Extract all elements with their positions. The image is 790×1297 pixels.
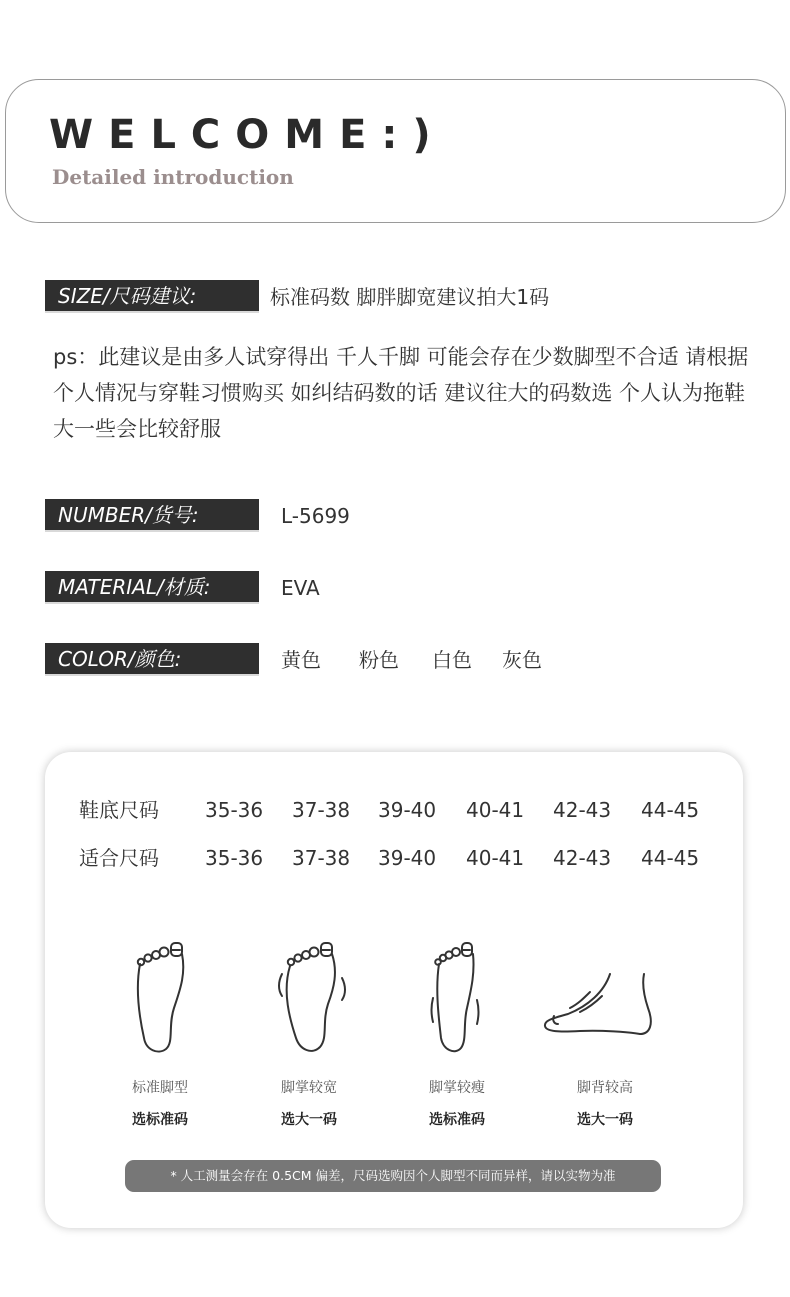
foot-caption: 脚背较高	[577, 1080, 633, 1096]
foot-advice: 选大一码	[577, 1112, 633, 1128]
color-option: 白色	[432, 648, 472, 672]
welcome-subtitle: Detailed introduction	[52, 165, 294, 189]
size-cell: 37-38	[292, 846, 351, 870]
size-cell: 37-38	[292, 798, 351, 822]
size-label: SIZE/尺码建议:	[45, 280, 259, 313]
foot-caption: 脚掌较宽	[281, 1080, 337, 1096]
number-value: L-5699	[281, 504, 350, 528]
high-instep-foot-icon	[540, 968, 655, 1038]
foot-advice: 选标准码	[132, 1112, 188, 1128]
size-cell: 42-43	[553, 798, 612, 822]
size-value: 标准码数 脚胖脚宽建议拍大1码	[270, 285, 550, 309]
size-cell: 39-40	[378, 846, 437, 870]
size-cell: 44-45	[641, 798, 700, 822]
color-option: 粉色	[359, 648, 399, 672]
foot-caption: 标准脚型	[132, 1080, 188, 1096]
standard-foot-icon	[128, 938, 198, 1058]
number-label: NUMBER/货号:	[45, 499, 259, 532]
size-cell: 39-40	[378, 798, 437, 822]
size-cell: 40-41	[466, 846, 525, 870]
wide-foot-icon	[276, 938, 348, 1058]
size-cell: 35-36	[205, 846, 264, 870]
size-row-label: 适合尺码	[79, 846, 159, 870]
foot-caption: 脚掌较瘦	[429, 1080, 485, 1096]
thin-foot-icon	[427, 938, 487, 1058]
size-cell: 40-41	[466, 798, 525, 822]
size-cell: 35-36	[205, 798, 264, 822]
foot-advice: 选大一码	[281, 1112, 337, 1128]
color-option: 灰色	[502, 648, 542, 672]
material-label: MATERIAL/材质:	[45, 571, 259, 604]
size-cell: 44-45	[641, 846, 700, 870]
color-option: 黄色	[281, 648, 321, 672]
foot-advice: 选标准码	[429, 1112, 485, 1128]
size-row-label: 鞋底尺码	[79, 798, 159, 822]
size-cell: 42-43	[553, 846, 612, 870]
color-label: COLOR/颜色:	[45, 643, 259, 676]
measurement-note: * 人工测量会存在 0.5CM 偏差，尺码选购因个人脚型不同而异样，请以实物为准	[125, 1160, 661, 1192]
welcome-title: WELCOME:)	[49, 112, 446, 158]
ps-note: ps：此建议是由多人试穿得出 千人千脚 可能会存在少数脚型不合适 请根据个人情况与穿鞋习惯购买 如纠结码数的话 建议往大的码数选 个人认为拖鞋大一些会比较舒服	[53, 345, 749, 441]
material-value: EVA	[281, 576, 320, 600]
